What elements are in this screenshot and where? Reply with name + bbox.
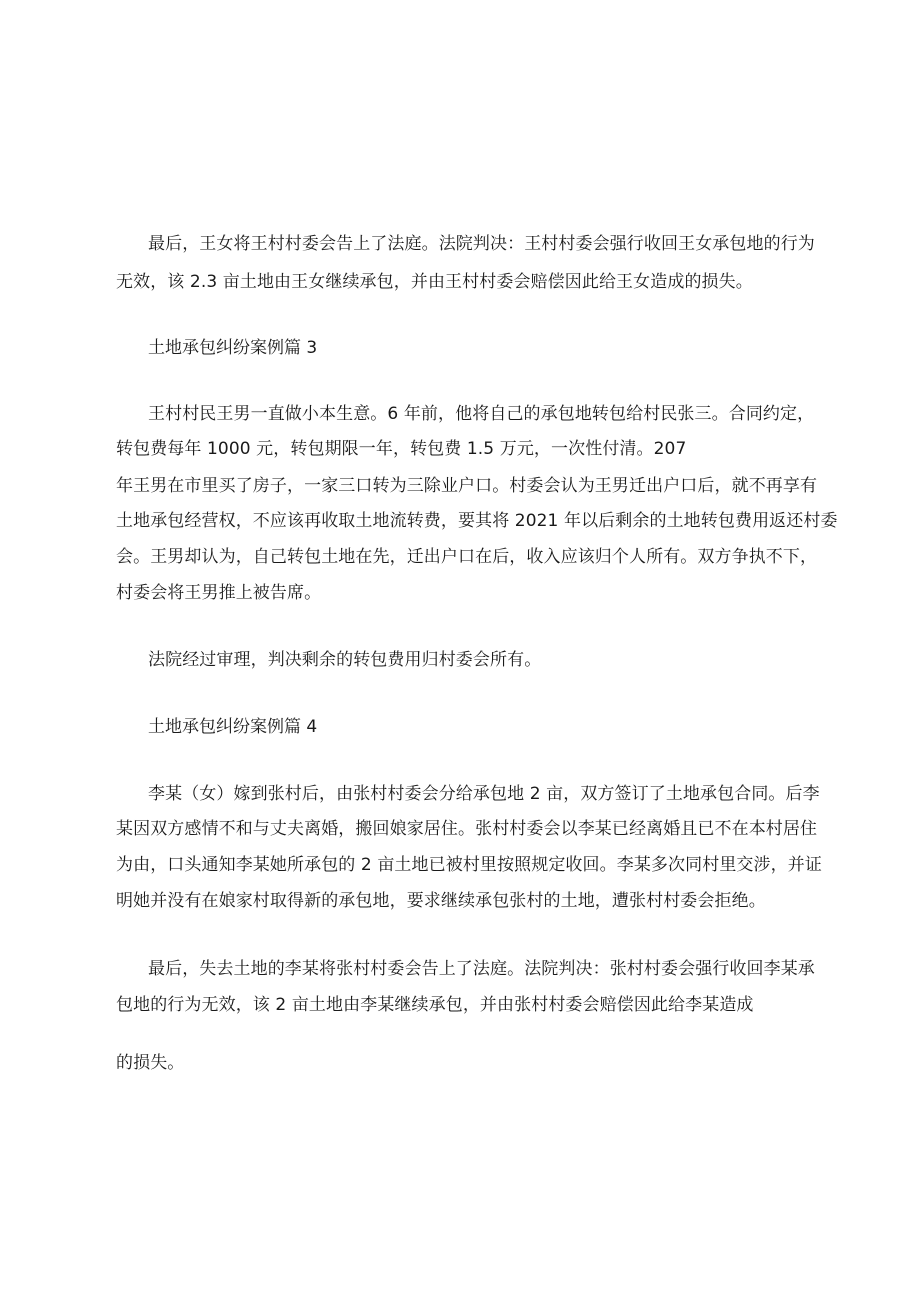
paragraph-2-line-2: 转包费每年 1000 元，转包期限一年，转包费 1.5 万元，一次性付清。207	[116, 439, 687, 459]
paragraph-4-line-2: 某因双方感情不和与丈夫离婚，搬回娘家居住。张村村委会以李某已经离婚且已不在本村居住	[116, 819, 818, 839]
paragraph-4-line-3: 为由，口头通知李某她所承包的 2 亩土地已被村里按照规定收回。李某多次同村里交涉，并证	[116, 855, 822, 875]
paragraph-1-line-1: 最后，王女将王村村委会告上了法庭。法院判决：王村村委会强行收回王女承包地的行为	[148, 234, 815, 254]
paragraph-2-line-3: 年王男在市里买了房子，一家三口转为三除业户口。村委会认为王男迁出户口后，就不再享有	[116, 476, 818, 496]
paragraph-1-line-2: 无效，该 2.3 亩土地由王女继续承包，并由王村村委会赔偿因此给王女造成的损失。	[116, 272, 753, 292]
paragraph-2-line-5: 会。王男却认为，自己转包土地在先，迁出户口在后，收入应该归个人所有。双方争执不下，	[116, 547, 818, 567]
paragraph-2-line-4: 土地承包经营权，不应该再收取土地流转费，要其将 2021 年以后剩余的土地转包费用返还村委	[116, 511, 838, 531]
section-heading-4: 土地承包纠纷案例篇 4	[148, 717, 318, 737]
paragraph-2-line-6: 村委会将王男推上被告席。	[116, 583, 322, 603]
paragraph-2-line-1: 王村村民王男一直做小本生意。6 年前，他将自己的承包地转包给村民张三。合同约定，	[148, 404, 815, 424]
section-heading-3: 土地承包纠纷案例篇 3	[148, 338, 318, 358]
paragraph-4-line-4: 明她并没有在娘家村取得新的承包地，要求继续承包张村的土地，遭张村村委会拒绝。	[116, 891, 766, 911]
paragraph-4-line-1: 李某（女）嫁到张村后，由张村村委会分给承包地 2 亩，双方签订了土地承包合同。后李	[148, 784, 820, 804]
paragraph-5-line-2: 包地的行为无效，该 2 亩土地由李某继续承包，并由张村村委会赔偿因此给李某造成	[116, 995, 754, 1015]
paragraph-5-line-3: 的损失。	[116, 1053, 185, 1073]
paragraph-3-line-1: 法院经过审理，判决剩余的转包费用归村委会所有。	[148, 650, 542, 670]
paragraph-5-line-1: 最后，失去土地的李某将张村村委会告上了法庭。法院判决：张村村委会强行收回李某承	[148, 959, 815, 979]
